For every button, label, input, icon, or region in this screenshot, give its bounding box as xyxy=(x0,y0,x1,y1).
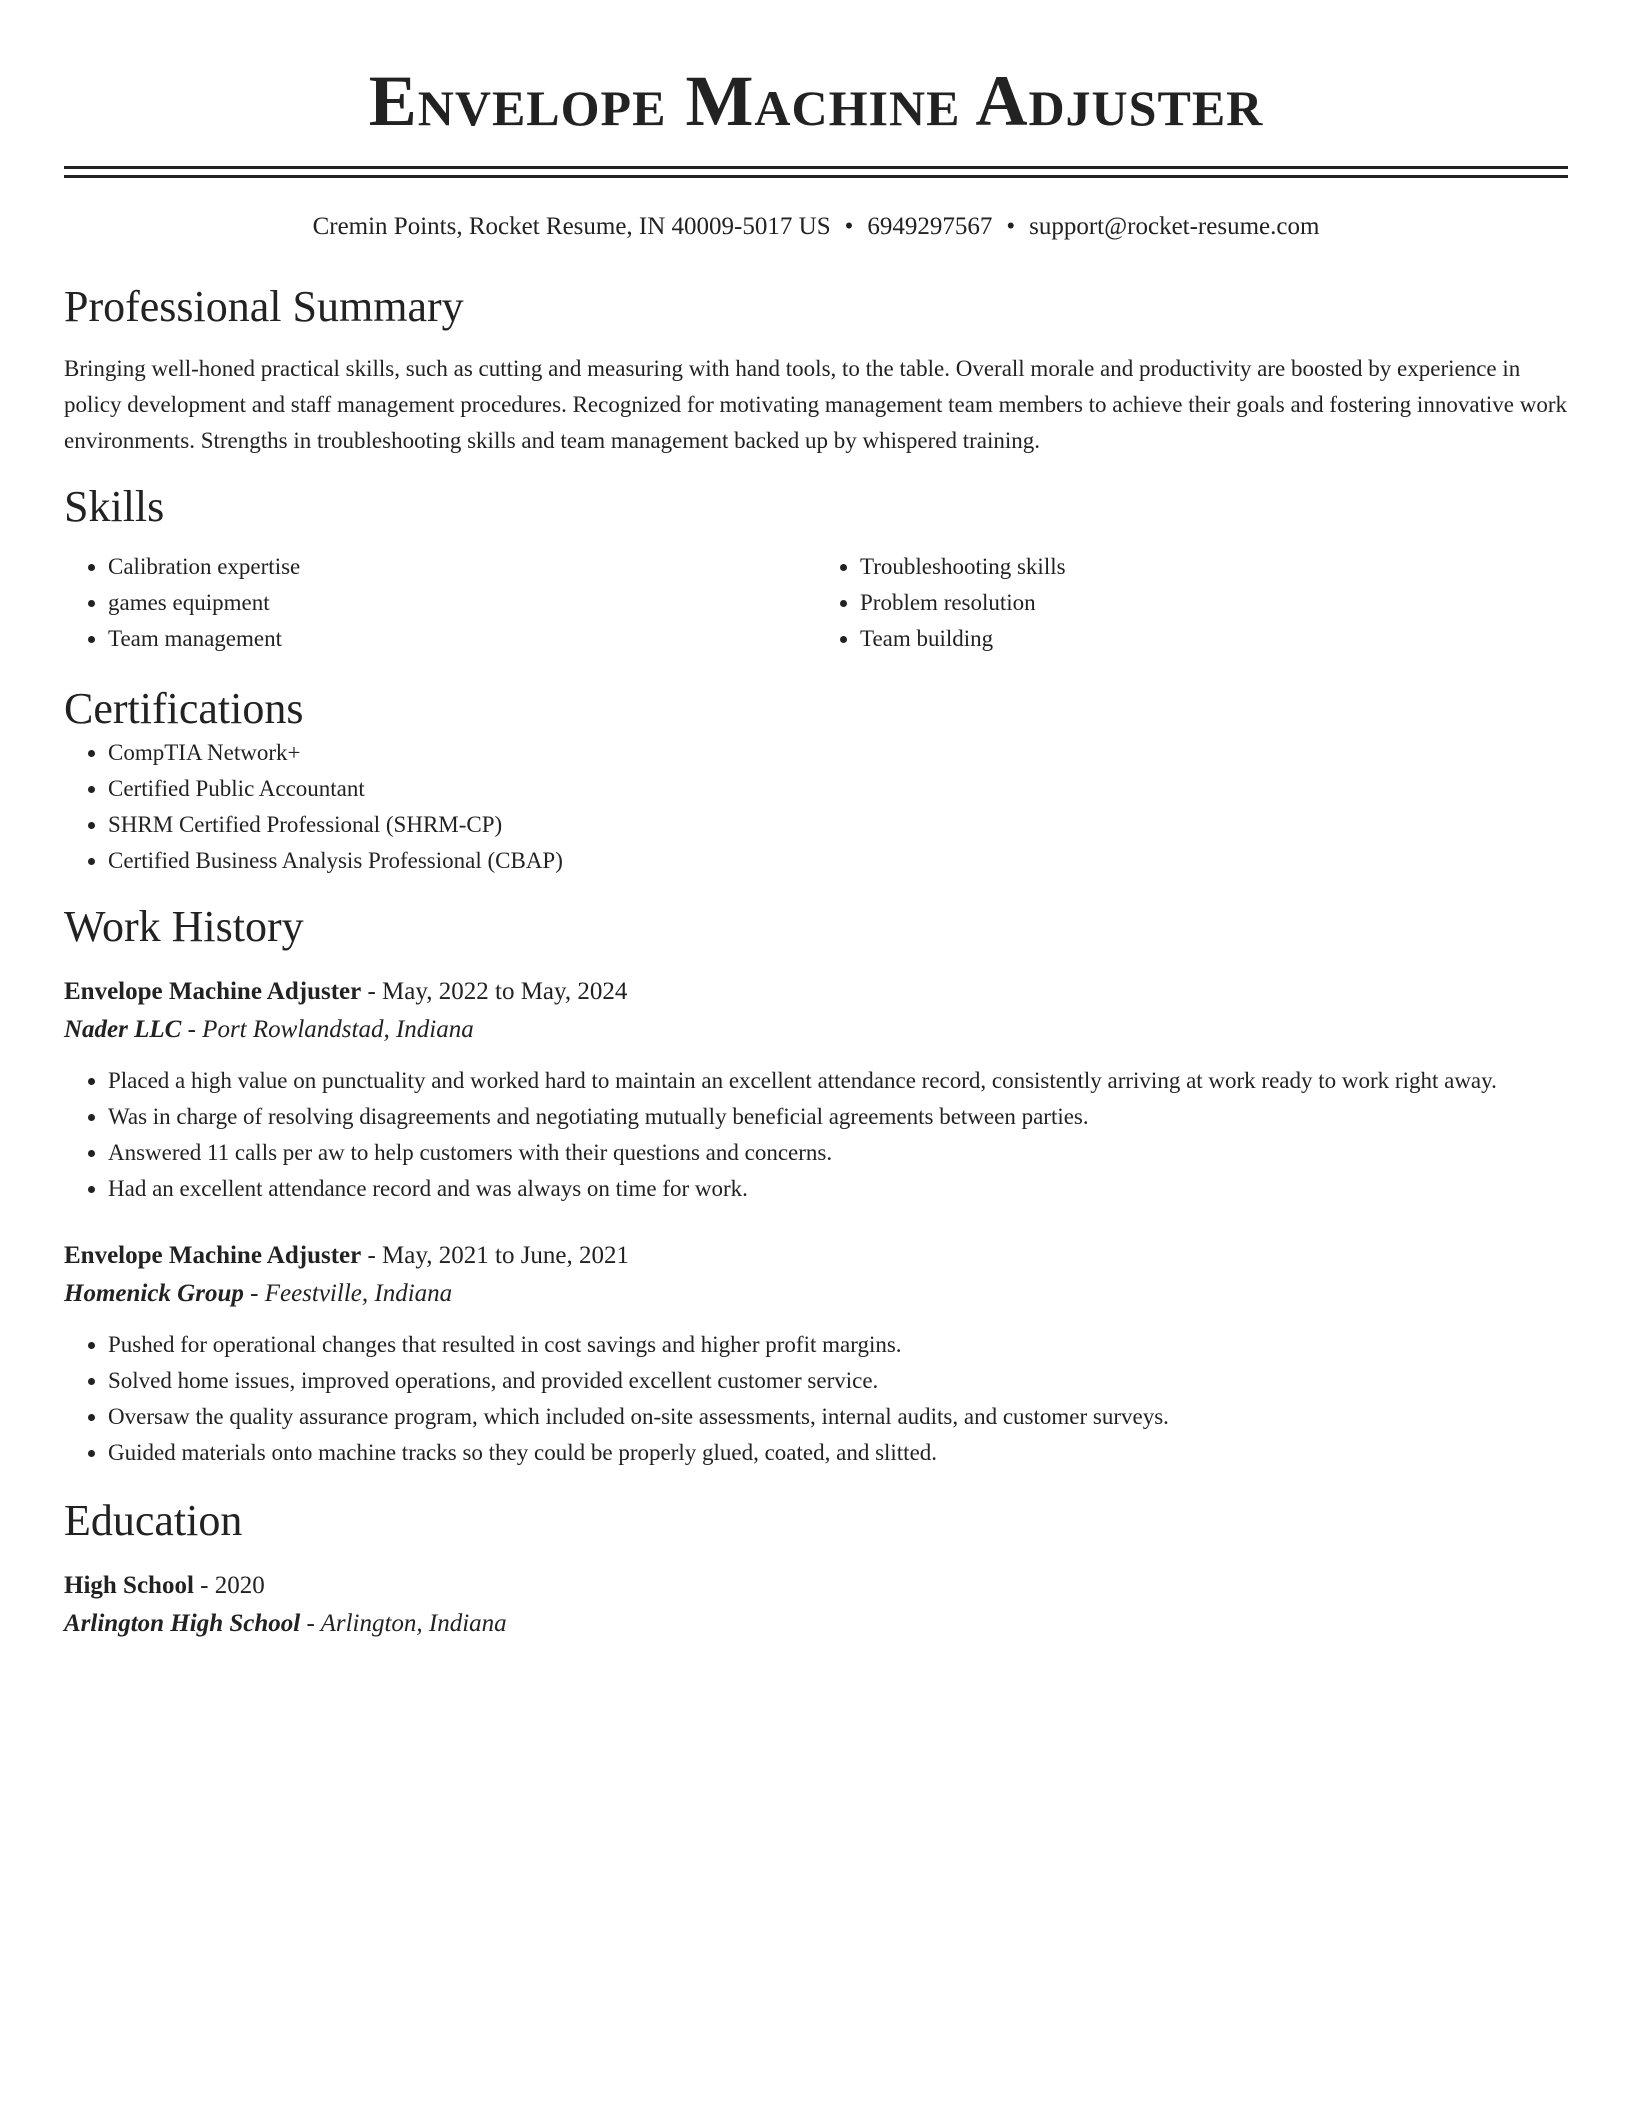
education-degree-line xyxy=(64,1567,1568,1605)
contact-separator: • xyxy=(844,213,854,240)
job-duty: • Pushed for operational changes that resulted in cost savings and higher profit margins. xyxy=(108,1327,1568,1363)
candidate-name: Envelope Machine Adjuster xyxy=(368,61,1264,141)
divider-line-bottom xyxy=(64,175,1568,178)
contact-separator: • xyxy=(1006,213,1016,240)
education-degree: High School xyxy=(64,1572,194,1599)
contact-phone: 6949297567 xyxy=(867,213,993,240)
certification-item: • SHRM Certified Professional (SHRM-CP) xyxy=(108,807,1568,843)
job-company-line xyxy=(64,1275,1568,1313)
education-school-line xyxy=(64,1605,1568,1643)
job-location: - Feestville, Indiana xyxy=(243,1280,453,1307)
education-year: - 2020 xyxy=(193,1572,265,1599)
job-duties xyxy=(64,1063,1568,1207)
header-divider xyxy=(64,166,1568,178)
job-title-line xyxy=(64,1237,1568,1275)
job-company: Nader LLC xyxy=(64,1016,182,1043)
job-title-line xyxy=(64,973,1568,1011)
job-location: - Port Rowlandstad, Indiana xyxy=(181,1016,474,1043)
skill-item: • games equipment xyxy=(108,585,816,621)
skills-list xyxy=(64,549,1568,657)
skill-item: • Troubleshooting skills xyxy=(860,549,1568,585)
work-history-heading: Work History xyxy=(64,902,304,951)
contact-info xyxy=(64,211,1568,243)
job-entry xyxy=(64,1237,1568,1471)
skills-column-left xyxy=(64,549,816,657)
education-entry xyxy=(64,1567,1568,1643)
skill-item: • Team management xyxy=(108,621,816,657)
job-dates: - May, 2021 to June, 2021 xyxy=(361,1242,630,1269)
job-dates: - May, 2022 to May, 2024 xyxy=(361,978,628,1005)
job-duty: • Oversaw the quality assurance program, which included on-site assessments, internal audits, and customer surveys. xyxy=(108,1399,1568,1435)
job-entry xyxy=(64,973,1568,1207)
education-location: - Arlington, Indiana xyxy=(300,1610,507,1637)
job-duty: • Was in charge of resolving disagreements and negotiating mutually beneficial agreements between parties. xyxy=(108,1099,1568,1135)
job-duty: • Placed a high value on punctuality and worked hard to maintain an excellent attendance record, consistently arriving at work ready to work right away. xyxy=(108,1063,1568,1099)
job-company: Homenick Group xyxy=(64,1280,244,1307)
summary-text: Bringing well-honed practical skills, such as cutting and measuring with hand tools, to the table. Overall morale and productivity are boosted by experience in policy development and staff management procedures. Recognized for motivating management team members to achieve their goals and fostering innovative work environments. Strengths in troubleshooting skills and team management backed up by whispered training. xyxy=(64,356,1568,453)
certification-item: • CompTIA Network+ xyxy=(108,735,1568,771)
skill-item: • Problem resolution xyxy=(860,585,1568,621)
skills-heading: Skills xyxy=(64,482,165,531)
job-duties xyxy=(64,1327,1568,1471)
education-heading: Education xyxy=(64,1496,243,1545)
skill-item: • Calibration expertise xyxy=(108,549,816,585)
education-school: Arlington High School xyxy=(64,1610,301,1637)
job-duty: • Had an excellent attendance record and was always on time for work. xyxy=(108,1171,1568,1207)
job-duty: • Solved home issues, improved operations, and provided excellent customer service. xyxy=(108,1363,1568,1399)
job-duty: • Guided materials onto machine tracks so they could be properly glued, coated, and slitted. xyxy=(108,1435,1568,1471)
contact-address: Cremin Points, Rocket Resume, IN 40009-5017 US xyxy=(312,213,831,240)
job-role: Envelope Machine Adjuster xyxy=(64,978,362,1005)
certification-item: • Certified Business Analysis Professional (CBAP) xyxy=(108,843,1568,879)
summary-heading: Professional Summary xyxy=(64,282,464,331)
skills-column-right xyxy=(816,549,1568,657)
certifications-heading: Certifications xyxy=(64,684,304,733)
skill-item: • Team building xyxy=(860,621,1568,657)
job-company-line xyxy=(64,1011,1568,1049)
job-duty: • Answered 11 calls per aw to help customers with their questions and concerns. xyxy=(108,1135,1568,1171)
job-role: Envelope Machine Adjuster xyxy=(64,1242,362,1269)
certifications-list xyxy=(64,735,1568,879)
certification-item: • Certified Public Accountant xyxy=(108,771,1568,807)
contact-email: support@rocket-resume.com xyxy=(1029,213,1320,240)
